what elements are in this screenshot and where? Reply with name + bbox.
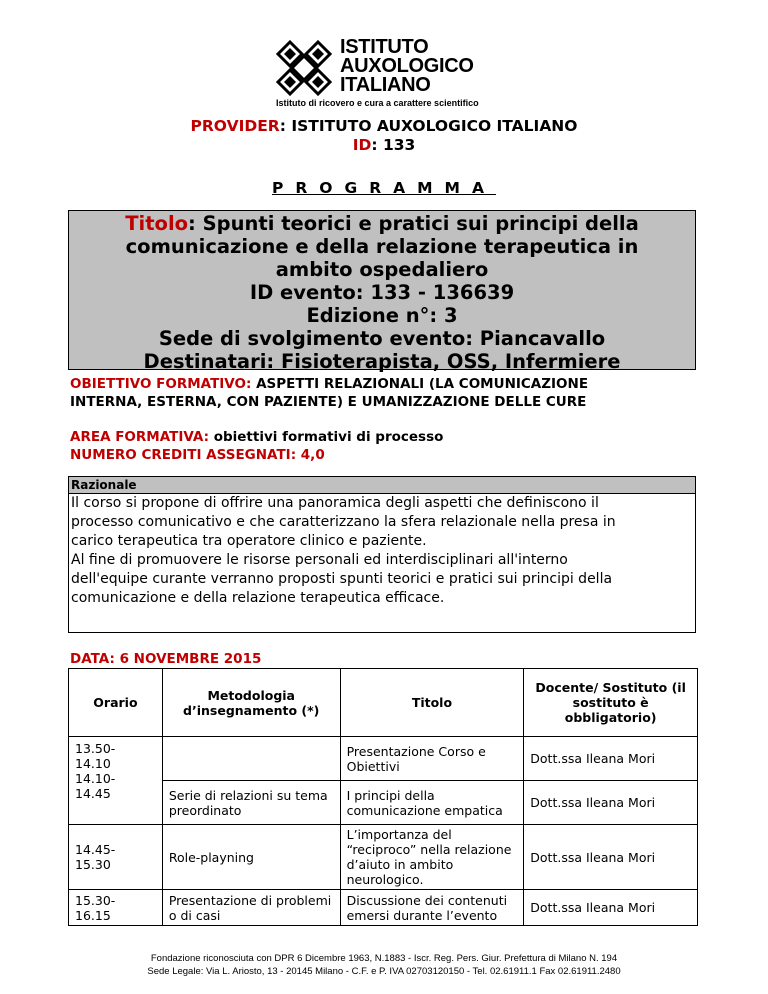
event-id: ID evento: 133 - 136639 [249,281,515,304]
cell-docente: Dott.ssa Ileana Mori [524,781,698,825]
page-footer [0,952,768,978]
title-text-1: : Spunti teorici e pratici sui principi della [188,212,639,235]
rationale-line: carico terapeutica tra operatore clinico e paziente. [71,533,427,549]
logo-subtitle: Istituto di ricovero e cura a carattere scientifico [276,98,479,108]
area-block [70,428,710,464]
cell-docente: Dott.ssa Ileana Mori [524,737,698,781]
rationale-line: processo comunicativo e che caratterizzano la sfera relazionale nella presa in [71,514,616,530]
title-line-2: comunicazione e della relazione terapeutica in [125,235,639,258]
table-row [69,737,698,781]
edition: Edizione n°: 3 [306,304,458,327]
rationale-heading: Razionale [69,477,695,494]
id-sep: : [371,136,383,154]
area-value: obiettivi formativi di processo [209,429,444,445]
rationale-line: dell'equipe curante verranno proposti spunti teorici e pratici sui principi della [71,571,613,587]
rationale-line: Al fine di promuovere le risorse personali ed interdisciplinari all'interno [71,552,568,568]
rationale-text [69,494,695,608]
cell-metodologia [162,737,340,781]
id-label: ID [352,136,372,154]
venue: Sede di svolgimento evento: Piancavallo [158,327,606,350]
footer-line-1: Fondazione riconosciuta con DPR 6 Dicembre 1963, N.1883 - Iscr. Reg. Pers. Giur. Prefettura di Milano N. 194 [150,953,618,964]
cell-metodologia: Presentazione di problemi o di casi [162,890,340,926]
cell-titolo: Discussione dei contenuti emersi durante l’evento [340,890,524,926]
cell-orario: 15.30- 16.15 [69,890,163,926]
logo-line-1: ISTITUTO [340,36,429,58]
table-row [69,890,698,926]
title-line-1 [69,212,695,235]
table-row [69,825,698,890]
schedule-table [68,668,698,926]
rationale-line: comunicazione e della relazione terapeutica efficace. [71,590,445,606]
table-header-row [69,669,698,737]
provider-value: ISTITUTO AUXOLOGICO ITALIANO [291,117,578,135]
objective-value-1: ASPETTI RELAZIONALI (LA COMUNICAZIONE [251,376,589,392]
title-label: Titolo [125,212,189,235]
cell-metodologia: Role-playning [162,825,340,890]
cell-titolo: Presentazione Corso e Obiettivi [340,737,524,781]
logo-line-2: AUXOLOGICO [340,55,474,77]
objective-block [70,375,710,411]
provider-sep: : [279,117,292,135]
cell-metodologia: Serie di relazioni su tema preordinato [162,781,340,825]
objective-value-2: INTERNA, ESTERNA, CON PAZIENTE) E UMANIZZAZIONE DELLE CURE [70,394,587,410]
event-date: DATA: 6 NOVEMBRE 2015 [70,651,262,667]
title-box [68,210,696,373]
id-line [0,136,768,154]
cell-orario: 14.45- 15.30 [69,825,163,890]
provider-line [0,117,768,135]
id-value: 133 [382,136,416,154]
cell-docente: Dott.ssa Ileana Mori [524,890,698,926]
cell-titolo: L’importanza del “reciproco” nella relazione d’aiuto in ambito neurologico. [340,825,524,890]
header-orario: Orario [69,669,163,737]
rationale-box [68,476,696,633]
logo-wordmark [340,38,474,95]
cell-docente: Dott.ssa Ileana Mori [524,825,698,890]
logo-line-3: ITALIANO [340,74,431,96]
header-titolo: Titolo [340,669,524,737]
table-row [69,781,698,825]
provider-label: PROVIDER [190,117,280,135]
institute-logo [276,38,506,108]
programma-heading: PROGRAMMA [272,179,496,197]
footer-line-2: Sede Legale: Via L. Ariosto, 13 - 20145 Milano - C.F. e P. IVA 02703120150 - Tel. 02.61911.1 Fax 02.61911.2480 [147,966,621,977]
logo-mark-icon [276,40,332,96]
cell-titolo: I principi della comunicazione empatica [340,781,524,825]
header-metodologia: Metodologia d’insegnamento (*) [162,669,340,737]
credits: NUMERO CREDITI ASSEGNATI: 4,0 [70,447,325,463]
area-label: AREA FORMATIVA: [70,429,210,445]
title-line-3: ambito ospedaliero [275,258,489,281]
objective-label: OBIETTIVO FORMATIVO: [70,376,252,392]
audience: Destinatari: Fisioterapista, OSS, Infermiere [143,350,621,373]
cell-orario: 13.50- 14.10 14.10- 14.45 [69,737,163,825]
rationale-line: Il corso si propone di offrire una panoramica degli aspetti che definiscono il [71,495,599,511]
header-docente: Docente/ Sostituto (il sostituto è obbligatorio) [524,669,698,737]
